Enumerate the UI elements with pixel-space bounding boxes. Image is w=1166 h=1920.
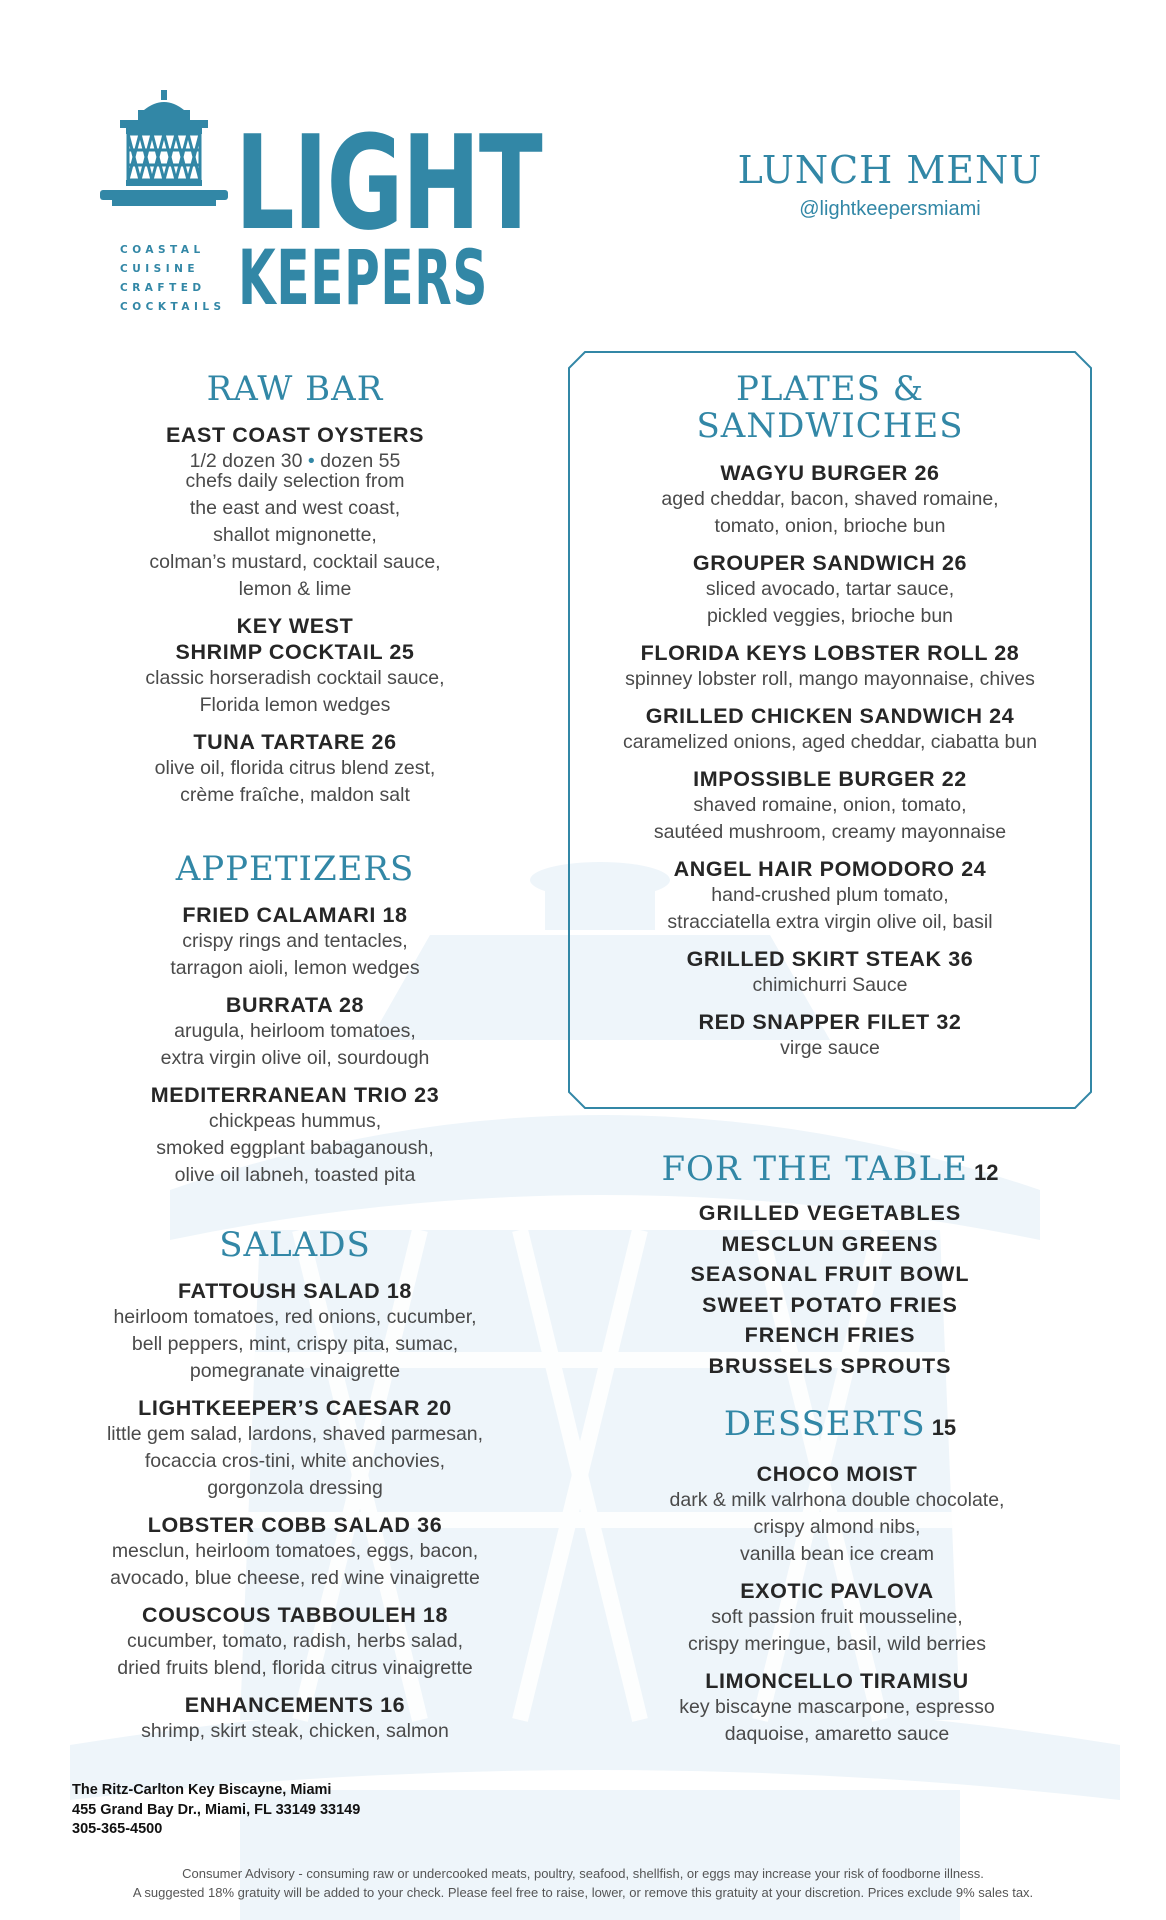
item-name: COUSCOUS TABBOULEH 18: [141, 1603, 449, 1627]
dessert-items: [577, 1461, 1097, 1758]
item-description: shrimp, skirt steak, chicken, salmon: [141, 1720, 449, 1742]
page-title: LUNCH MENU: [737, 148, 1043, 192]
menu-item: [40, 1692, 550, 1745]
menu-item: [577, 1461, 1097, 1568]
menu-item: [577, 550, 1083, 630]
list-item: MESCLUN GREENS: [721, 1231, 939, 1256]
address-venue: The Ritz-Carlton Key Biscayne, Miami: [72, 1782, 332, 1798]
section-title-plates-line1: PLATES &: [735, 369, 924, 409]
menu-item: [60, 1082, 530, 1189]
menu-item: [40, 1602, 550, 1682]
menu-item: [577, 1009, 1083, 1062]
address-phone: 305-365-4500: [72, 1821, 163, 1837]
section-title-raw-bar: RAW BAR: [206, 369, 384, 409]
item-description: classic horseradish cocktail sauce, Florida lemon wedges: [145, 667, 445, 716]
item-description: heirloom tomatoes, red onions, cucumber, bell peppers, mint, crispy pita, sumac, pomegranate vinaigrette: [113, 1306, 477, 1382]
item-name: BURRATA 28: [225, 993, 365, 1017]
brand-name-light: LIGHT: [235, 107, 542, 259]
item-description: chefs daily selection from the east and west coast, shallot mignonette, colman’s mustard, cocktail sauce, lemon & lime: [149, 470, 441, 600]
item-name-line2: SHRIMP COCKTAIL 25: [175, 640, 415, 664]
address-street: 455 Grand Bay Dr., Miami, FL 33149 33149: [72, 1801, 361, 1818]
price-dozen: dozen 55: [320, 450, 401, 472]
menu-item: [60, 992, 530, 1072]
list-item: SEASONAL FRUIT BOWL: [690, 1262, 970, 1286]
price-half-dozen: 1/2 dozen 30: [189, 450, 303, 472]
separator-dot: •: [307, 450, 315, 472]
item-name: GRILLED CHICKEN SANDWICH 24: [645, 704, 1015, 728]
for-the-table-items: [580, 1198, 1080, 1381]
logo: [98, 90, 542, 322]
item-description: soft passion fruit mousseline, crispy meringue, basil, wild berries: [687, 1606, 987, 1655]
item-description: dark & milk valrhona double chocolate, crispy almond nibs, vanilla bean ice cream: [669, 1489, 1005, 1565]
item-description: little gem salad, lardons, shaved parmesan, focaccia cros-tini, white anchovies, gorgonzola dressing: [106, 1423, 484, 1499]
appetizer-items: [60, 902, 530, 1199]
item-name: WAGYU BURGER 26: [720, 461, 940, 485]
menu-item: [577, 640, 1083, 693]
menu-item: [577, 1668, 1097, 1748]
list-item: SWEET POTATO FRIES: [702, 1292, 958, 1317]
footer-disclaimer: [20, 1864, 1146, 1902]
plates-items: [577, 460, 1083, 1072]
section-title-desserts: [580, 1404, 1100, 1444]
item-name: RED SNAPPER FILET 32: [698, 1010, 962, 1034]
item-name: FATTOUSH SALAD 18: [178, 1279, 412, 1303]
tagline-coastal: COASTAL: [120, 244, 205, 256]
item-name: GRILLED SKIRT STEAK 36: [686, 947, 974, 971]
menu-item: [577, 460, 1083, 540]
item-name: ANGEL HAIR POMODORO 24: [673, 857, 987, 881]
section-title-plates-line2: SANDWICHES: [696, 406, 964, 446]
menu-item: [577, 1578, 1097, 1658]
item-description: shaved romaine, onion, tomato, sautéed mushroom, creamy mayonnaise: [653, 794, 1007, 843]
item-description: chickpeas hummus, smoked eggplant babaganoush, olive oil labneh, toasted pita: [156, 1110, 434, 1186]
item-name: EAST COAST OYSTERS: [165, 423, 425, 447]
menu-item: [60, 613, 530, 719]
menu-item: [60, 902, 530, 982]
item-name: GROUPER SANDWICH 26: [692, 551, 968, 575]
menu-item: [40, 1512, 550, 1592]
social-handle[interactable]: @lightkeepersmiami: [799, 198, 981, 220]
item-name: MEDITERRANEAN TRIO 23: [150, 1083, 440, 1107]
for-the-table-price: 12: [974, 1160, 999, 1185]
item-description: crispy rings and tentacles, tarragon aioli, lemon wedges: [170, 930, 420, 979]
menu-item: [40, 1395, 550, 1502]
gratuity-note: A suggested 18% gratuity will be added to your check. Please feel free to raise, lower, or remove this gratuity at your discretion. Prices exclude 9% sales tax.: [132, 1885, 1034, 1900]
tagline-crafted: CRAFTED: [120, 282, 206, 294]
item-name: TUNA TARTARE 26: [193, 730, 397, 754]
lighthouse-logo-icon: [98, 90, 233, 220]
address-block: [72, 1781, 360, 1840]
item-name: EXOTIC PAVLOVA: [740, 1579, 934, 1603]
item-description: hand-crushed plum tomato, stracciatella extra virgin olive oil, basil: [667, 884, 993, 933]
item-name: ENHANCEMENTS 16: [184, 1693, 406, 1717]
item-description: olive oil, florida citrus blend zest, crème fraîche, maldon salt: [154, 757, 436, 806]
menu-item: [60, 422, 530, 603]
item-description: arugula, heirloom tomatoes, extra virgin olive oil, sourdough: [160, 1020, 430, 1069]
raw-bar-items: [60, 422, 530, 819]
menu-item: [60, 729, 530, 809]
item-description: sliced avocado, tartar sauce, pickled veggies, brioche bun: [705, 578, 955, 627]
tagline-cocktails: COCKTAILS: [120, 301, 226, 313]
tagline-cuisine: CUISINE: [120, 263, 200, 275]
item-description: aged cheddar, bacon, shaved romaine, tomato, onion, brioche bun: [661, 488, 999, 537]
menu-item: [40, 1278, 550, 1385]
desserts-title: DESSERTS: [723, 1404, 926, 1444]
item-description: cucumber, tomato, radish, herbs salad, dried fruits blend, florida citrus vinaigrette: [117, 1630, 473, 1679]
consumer-advisory: Consumer Advisory - consuming raw or undercooked meats, poultry, seafood, shellfish, or eggs may increase your risk of foodborne illness.: [182, 1866, 984, 1881]
for-the-table-title: FOR THE TABLE: [661, 1149, 969, 1189]
item-description: caramelized onions, aged cheddar, ciabatta bun: [622, 731, 1038, 753]
list-item: BRUSSELS SPROUTS: [708, 1353, 952, 1378]
section-title-salads: SALADS: [219, 1225, 371, 1265]
list-item: FRENCH FRIES: [744, 1323, 916, 1347]
menu-item: [577, 946, 1083, 999]
item-name: CHOCO MOIST: [756, 1462, 918, 1486]
list-item: GRILLED VEGETABLES: [698, 1201, 962, 1225]
menu-item: [577, 856, 1083, 936]
item-description: mesclun, heirloom tomatoes, eggs, bacon, avocado, blue cheese, red wine vinaigrette: [110, 1540, 480, 1589]
item-name: LIGHTKEEPER’S CAESAR 20: [138, 1396, 452, 1420]
item-description: spinney lobster roll, mango mayonnaise, chives: [625, 668, 1035, 690]
item-description: key biscayne mascarpone, espresso daquoise, amaretto sauce: [679, 1696, 995, 1745]
item-name: FLORIDA KEYS LOBSTER ROLL 28: [640, 641, 1020, 665]
item-name: KEY WEST: [236, 614, 354, 638]
menu-item: [577, 703, 1083, 756]
item-name: IMPOSSIBLE BURGER 22: [693, 767, 967, 791]
item-description: virge sauce: [780, 1037, 880, 1059]
item-description: chimichurri Sauce: [752, 974, 908, 996]
section-title-appetizers: APPETIZERS: [175, 849, 415, 889]
desserts-price: 15: [931, 1415, 957, 1440]
item-name: FRIED CALAMARI 18: [182, 903, 408, 927]
salad-items: [40, 1278, 550, 1755]
section-title-for-the-table: [580, 1149, 1080, 1189]
item-name: LIMONCELLO TIRAMISU: [705, 1669, 969, 1693]
brand-name-keepers: KEEPERS: [238, 233, 488, 322]
menu-item: [577, 766, 1083, 846]
item-name: LOBSTER COBB SALAD 36: [147, 1513, 443, 1537]
